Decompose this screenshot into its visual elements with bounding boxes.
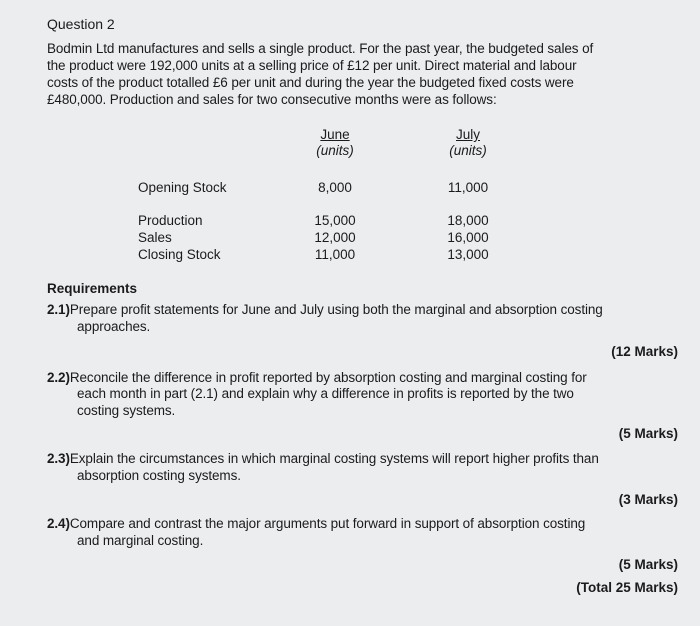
requirement-text: Prepare profit statements for June and July using both the marginal and absorption costing <box>69 302 603 317</box>
row-label-closing-stock: Closing Stock <box>138 247 221 262</box>
marks-2-2: (5 Marks) <box>618 426 678 441</box>
cell-july-opening-stock: 11,000 <box>447 180 489 195</box>
intro-line: £480,000. Production and sales for two consecutive months were as follows: <box>47 92 497 107</box>
intro-line: costs of the product totalled £6 per unit and during the year the budgeted fixed costs were <box>47 75 574 90</box>
requirement-number: 2.4) <box>47 516 70 531</box>
cell-june-sales: 12,000 <box>314 230 356 245</box>
requirement-text-cont: costing systems. <box>77 403 176 418</box>
requirement-2-3 <box>47 451 599 466</box>
row-label-opening-stock: Opening Stock <box>138 180 227 195</box>
cell-june-closing-stock: 11,000 <box>314 247 356 262</box>
intro-line: the product were 192,000 units at a selling price of £12 per unit. Direct material and labour <box>47 58 577 73</box>
column-name: July <box>455 127 480 142</box>
row-label-production: Production <box>138 213 203 228</box>
requirement-2-4 <box>47 516 585 531</box>
requirement-text-cont: approaches. <box>77 319 151 334</box>
marks-2-3: (3 Marks) <box>618 492 678 507</box>
cell-june-opening-stock: 8,000 <box>318 180 352 195</box>
requirement-text: Explain the circumstances in which marginal costing systems will report higher profits than <box>69 451 599 466</box>
requirement-text: Reconcile the difference in profit reported by absorption costing and marginal costing for <box>69 370 587 385</box>
marks-2-4: (5 Marks) <box>618 557 678 572</box>
requirement-number: 2.2) <box>47 370 70 385</box>
requirement-text-cont: and marginal costing. <box>77 533 204 548</box>
cell-july-closing-stock: 13,000 <box>447 247 489 262</box>
row-label-sales: Sales <box>138 230 172 245</box>
marks-2-1: (12 Marks) <box>611 344 678 359</box>
requirement-number: 2.3) <box>47 451 70 466</box>
column-header-july <box>433 127 503 159</box>
requirement-number: 2.1) <box>47 302 70 317</box>
requirement-2-1 <box>47 302 603 317</box>
intro-line: Bodmin Ltd manufactures and sells a single product. For the past year, the budgeted sales of <box>47 41 594 56</box>
requirement-text-cont: absorption costing systems. <box>77 468 241 483</box>
cell-july-sales: 16,000 <box>447 230 489 245</box>
requirement-text: Compare and contrast the major arguments put forward in support of absorption costing <box>69 516 586 531</box>
question-title: Question 2 <box>47 16 115 32</box>
requirement-text-cont: each month in part (2.1) and explain why a difference in profits is reported by the two <box>77 386 574 401</box>
column-unit: (units) <box>449 143 487 158</box>
column-unit: (units) <box>316 143 354 158</box>
total-marks: (Total 25 Marks) <box>576 580 678 595</box>
cell-june-production: 15,000 <box>314 213 356 228</box>
cell-july-production: 18,000 <box>447 213 489 228</box>
column-name: June <box>320 127 350 142</box>
column-header-june <box>300 127 370 159</box>
requirements-heading: Requirements <box>47 281 138 296</box>
requirement-2-2 <box>47 370 587 385</box>
